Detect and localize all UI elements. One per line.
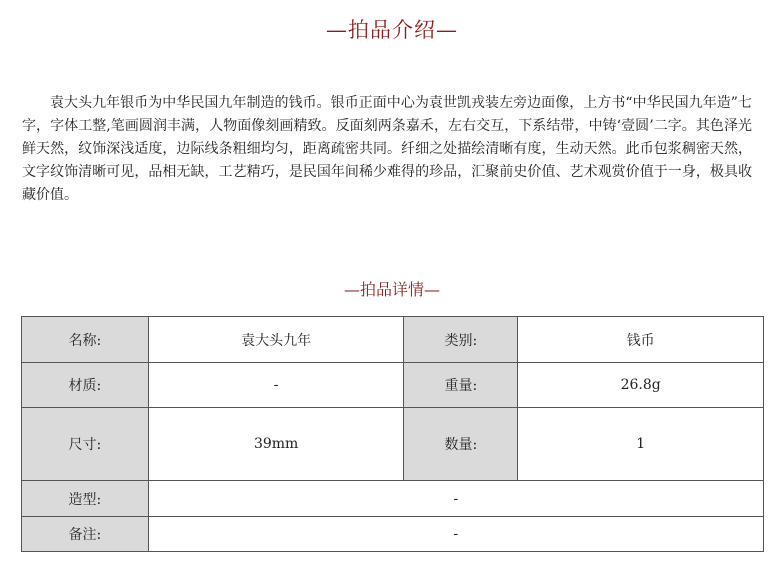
quantity-value: 1 [518,408,764,481]
table-row [22,517,764,552]
intro-title: —拍品介绍— [326,18,458,42]
note-label: 备注: [22,517,149,552]
table-row [22,317,764,363]
shape-value: - [148,481,763,517]
material-value: - [148,363,404,408]
table-row [22,363,764,408]
table-row [22,481,764,517]
details-table [21,316,764,552]
table-row [22,408,764,481]
size-label: 尺寸: [22,408,149,481]
name-value: 袁大头九年 [148,317,404,363]
shape-label: 造型: [22,481,149,517]
note-value: - [148,517,763,552]
size-value: 39mm [148,408,404,481]
quantity-label: 数量: [404,408,518,481]
weight-label: 重量: [404,363,518,408]
details-title: —拍品详情— [343,280,440,299]
material-label: 材质: [22,363,149,408]
category-value: 钱币 [518,317,764,363]
name-label: 名称: [22,317,149,363]
intro-paragraph: 袁大头九年银币为中华民国九年制造的钱币。银币正面中心为袁世凯戎装左旁边面像，上方书“中华民国九年造”七字，字体工整,笔画圆润丰满，人物面像刻画精致。反面刻两条嘉禾，左右交互，下系结带，中铸‘壹圆’二字。其色泽光鲜天然，纹饰深浅适度，边际线条粗细均匀，距离疏密共同。纤细之处描绘清晰有度，生动天然。此币包浆稠密天然，文字纹饰清晰可见，品相无缺，工艺精巧，是民国年间稀少难得的珍品，汇聚前史价值、艺术观赏价值于一身，极具收藏价值。 [22,95,752,203]
category-label: 类别: [404,317,518,363]
weight-value: 26.8g [518,363,764,408]
